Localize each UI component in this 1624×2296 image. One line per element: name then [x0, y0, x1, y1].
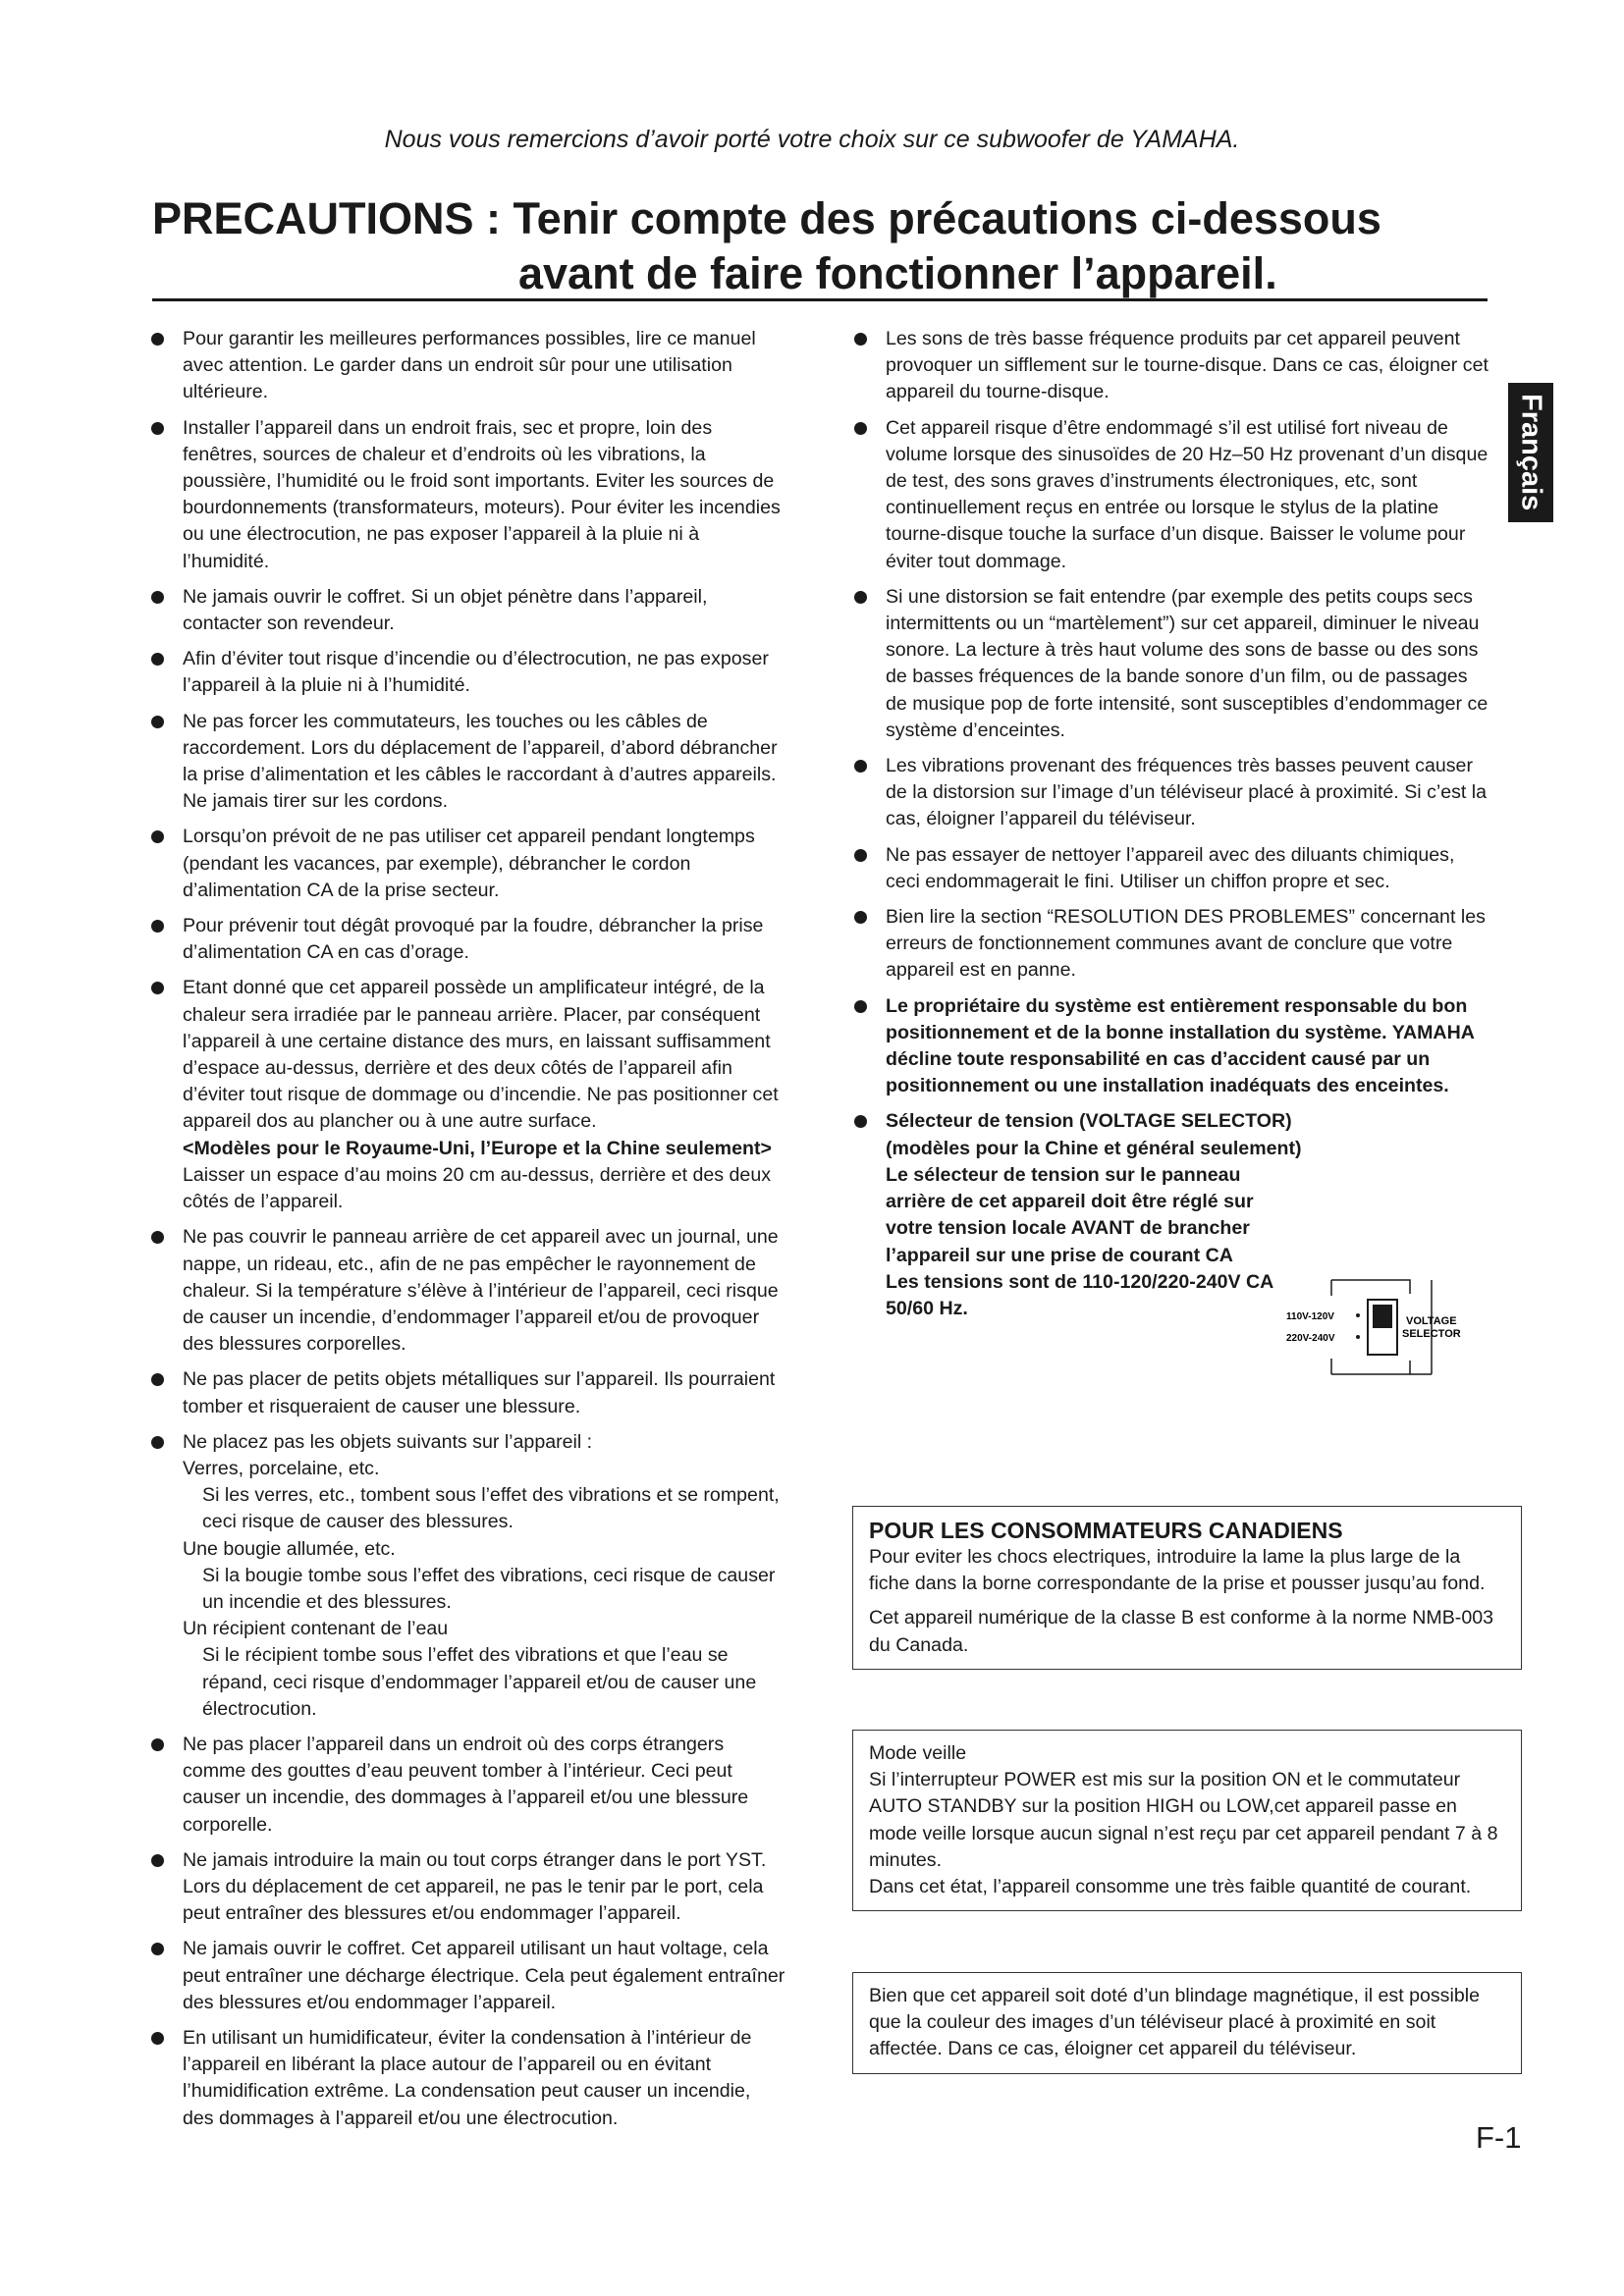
list-item-objects [147, 1429, 785, 1723]
list-item: Pour garantir les meilleures performances possibles, lire ce manuel avec attention. Le garder dans un endroit sûr pour une utilisation ultérieure. [147, 326, 785, 406]
list-item: Ne jamais ouvrir le coffret. Si un objet pénètre dans l’appareil, contacter son revendeur. [147, 584, 785, 637]
title-underline [152, 298, 1488, 301]
diagram-bracket-bottom [1331, 1361, 1410, 1374]
list-item: Ne pas forcer les commutateurs, les touches ou les câbles de raccordement. Lors du déplacement de l’appareil, d’abord débrancher la prise d’alimentation et les câbles le raccordant à d’autres appareils. Ne jamais tirer sur les cordons. [147, 709, 785, 816]
voltage-selector-item [850, 1108, 1304, 1322]
voltage-heading: Sélecteur de tension (VOLTAGE SELECTOR) (modèles pour la Chine et général seulement) [886, 1110, 1302, 1159]
list-item: Ne pas couvrir le panneau arrière de cet appareil avec un journal, une nappe, un rideau, etc., afin de ne pas empêcher le rayonnement de chaleur. Si la température s’élève à l’intérieur de l’appareil, ceci risque de causer un incendie, d’endommager l’appareil et/ou de provoquer des blessures corporelles. [147, 1224, 785, 1358]
diagram-dot-bottom [1356, 1335, 1360, 1339]
list-item: Ne pas placer de petits objets métalliques sur l’appareil. Ils pourraient tomber et risqueraient de causer une blessure. [147, 1366, 785, 1419]
language-tab [1508, 383, 1553, 522]
voltage-text: Le sélecteur de tension sur le panneau arrière de cet appareil doit être réglé sur votre tension locale AVANT de brancher l’appareil sur une prise de courant CA [886, 1163, 1254, 1266]
list-item: Pour prévenir tout dégât provoqué par la foudre, débrancher la prise d’alimentation CA en cas d’orage. [147, 913, 785, 966]
page-title [152, 191, 1492, 301]
canada-heading: POUR LES CONSOMMATEURS CANADIENS [869, 1518, 1343, 1543]
object-3: Un récipient contenant de l’eau [183, 1618, 449, 1640]
models-heading: <Modèles pour le Royaume-Uni, l’Europe et la Chine seulement> [183, 1137, 772, 1159]
voltage-tensions: Les tensions sont de 110-120/220-240V CA 50/60 Hz. [886, 1270, 1273, 1319]
right-column [850, 326, 1489, 1331]
diagram-selector-line2: SELECTOR [1402, 1328, 1461, 1340]
list-item: Les sons de très basse fréquence produits par cet appareil peuvent provoquer un sifflement sur le tourne-disque. Dans ce cas, éloigner cet appareil du tourne-disque. [850, 326, 1489, 406]
switch-knob [1373, 1305, 1392, 1328]
diagram-label-110: 110V-120V [1286, 1311, 1334, 1322]
list-item: Installer l’appareil dans un endroit frais, sec et propre, loin des fenêtres, sources de chaleur et d’endroits où les vibrations, la poussière, l’humidité ou le froid sont importants. Eviter les sources de bourdonnements (transformateurs, moteurs). Pour éviter les incendies ou une électrocution, ne pas exposer l’appareil à la pluie ni à l’humidité. [147, 415, 785, 575]
canada-notice-box [852, 1506, 1522, 1670]
language-tab-label: Français [1515, 394, 1547, 511]
object-3-desc: Si le récipient tombe sous l’effet des vibrations et que l’eau se répand, ceci risque d’endommager l’appareil et/ou de causer une électrocution. [202, 1644, 757, 1720]
standby-paragraph-1: Si l’interrupteur POWER est mis sur la position ON et le commutateur AUTO STANDBY sur la position HIGH ou LOW,cet appareil passe en mode veille lorsque aucun signal n’est reçu par cet appareil pendant 7 à 8 minutes. [869, 1769, 1498, 1871]
title-line-1: PRECAUTIONS : Tenir compte des précautions ci-dessous [152, 193, 1381, 243]
object-1: Verres, porcelaine, etc. [183, 1457, 380, 1479]
standby-paragraph-2: Dans cet état, l’appareil consomme une très faible quantité de courant. [869, 1876, 1472, 1898]
objects-intro: Ne placez pas les objets suivants sur l’appareil : [183, 1430, 593, 1453]
magnetic-shield-text: Bien que cet appareil soit doté d’un blindage magnétique, il est possible que la couleur des images d’un téléviseur placé à proximité en soit affectée. Dans ce cas, éloigner cet appareil du téléviseur. [869, 1985, 1480, 2060]
list-item: Ne jamais introduire la main ou tout corps étranger dans le port YST. Lors du déplacement de cet appareil, ne pas le tenir par le port, cela peut entraîner des blessures et/ou endommager l’appareil. [147, 1847, 785, 1928]
list-item-heat [147, 975, 785, 1215]
heat-text: Etant donné que cet appareil possède un amplificateur intégré, de la chaleur sera irradiée par le panneau arrière. Placer, par conséquent l’appareil à une certaine distance des murs, en laissant suffisamment d’espace au-dessus, derrière et des deux côtés de l’appareil afin d’éviter tout risque de dommage ou d’incendie. Ne pas positionner cet appareil dos au plancher ou à une autre surface. [183, 977, 779, 1133]
left-column [147, 326, 785, 2141]
list-item: En utilisant un humidificateur, éviter la condensation à l’intérieur de l’appareil en libérant la place autour de l’appareil ou en évitant l’humidification extrême. La condensation peut causer un incendie, des dommages à l’appareil et/ou une électrocution. [147, 2025, 785, 2132]
object-2-desc: Si la bougie tombe sous l’effet des vibrations, ceci risque de causer un incendie et des blessures. [202, 1564, 776, 1613]
standby-heading: Mode veille [869, 1742, 967, 1764]
responsibility-notice: Le propriétaire du système est entièrement responsable du bon positionnement et de la bonne installation du système. YAMAHA décline toute responsabilité en cas d’accident causé par un positionnement ou une installation inadéquats des enceintes. [850, 993, 1489, 1100]
object-1-desc: Si les verres, etc., tombent sous l’effet des vibrations et se rompent, ceci risque de causer des blessures. [202, 1484, 780, 1533]
list-item: Si une distorsion se fait entendre (par exemple des petits coups secs intermittents ou un “martèlement”) sur cet appareil, diminuer le niveau sonore. La lecture à très haut volume des sons de basse ou des sons de basses fréquences de la bande sonore d’un film, ou de passages de musique pop de forte intensité, sont susceptibles d’endommager ce système d’enceintes. [850, 584, 1489, 744]
intro-text: Nous vous remercions d’avoir porté votre choix sur ce subwoofer de YAMAHA. [384, 126, 1240, 153]
list-item: Cet appareil risque d’être endommagé s’il est utilisé fort niveau de volume lorsque des sinusoïdes de 20 Hz–50 Hz provenant d’un disque de test, des sons graves d’instruments électroniques, etc, sont continuellement reçus en entrée ou lorsque le stylus de la platine tourne-disque touche la surface d’un disque. Baisser le volume pour éviter tout dommage. [850, 415, 1489, 575]
canada-paragraph-2: Cet appareil numérique de la classe B est conforme à la norme NMB-003 du Canada. [869, 1607, 1494, 1656]
diagram-label-220: 220V-240V [1286, 1333, 1335, 1344]
list-item: Les vibrations provenant des fréquences très basses peuvent causer de la distorsion sur l’image d’un téléviseur placé à proximité. Si c’est la cas, éloigner l’appareil du téléviseur. [850, 753, 1489, 833]
list-item: Ne jamais ouvrir le coffret. Cet appareil utilisant un haut voltage, cela peut entraîner une décharge électrique. Cela peut également entraîner des blessures et/ou endommager l’appareil. [147, 1936, 785, 2016]
title-line-2: avant de faire fonctionner l’appareil. [518, 248, 1277, 298]
precautions-list-left [147, 326, 785, 2132]
diagram-bracket-top [1331, 1280, 1410, 1294]
list-item: Bien lire la section “RESOLUTION DES PROBLEMES” concernant les erreurs de fonctionnement communes avant de conclure que votre appareil est en panne. [850, 904, 1489, 985]
canada-paragraph-1: Pour eviter les chocs electriques, introduire la lame la plus large de la fiche dans la borne correspondante de la prise et pousser jusqu’au fond. [869, 1546, 1486, 1595]
object-2: Une bougie allumée, etc. [183, 1537, 396, 1560]
list-item: Afin d’éviter tout risque d’incendie ou d’électrocution, ne pas exposer l’appareil à la pluie ni à l’humidité. [147, 646, 785, 699]
list-item: Ne pas placer l’appareil dans un endroit où des corps étrangers comme des gouttes d’eau peuvent tomber à l’intérieur. Ceci peut causer un incendie, des dommages à l’appareil et/ou une blessure corporelle. [147, 1732, 785, 1839]
standby-notice-box [852, 1730, 1522, 1911]
diagram-selector-line1: VOLTAGE [1406, 1315, 1457, 1327]
models-text: Laisser un espace d’au moins 20 cm au-dessus, derrière et des deux côtés de l’appareil. [183, 1163, 772, 1213]
diagram-dot-top [1356, 1313, 1360, 1317]
list-item: Ne pas essayer de nettoyer l’appareil avec des diluants chimiques, ceci endommagerait le fini. Utiliser un chiffon propre et sec. [850, 842, 1489, 895]
precautions-list-right [850, 326, 1489, 1322]
page-number: F-1 [1476, 2120, 1522, 2155]
voltage-selector-diagram [1284, 1272, 1494, 1382]
list-item: Lorsqu’on prévoit de ne pas utiliser cet appareil pendant longtemps (pendant les vacances, par exemple), débrancher le cordon d’alimentation CA de la prise secteur. [147, 824, 785, 904]
magnetic-shield-notice-box [852, 1972, 1522, 2074]
